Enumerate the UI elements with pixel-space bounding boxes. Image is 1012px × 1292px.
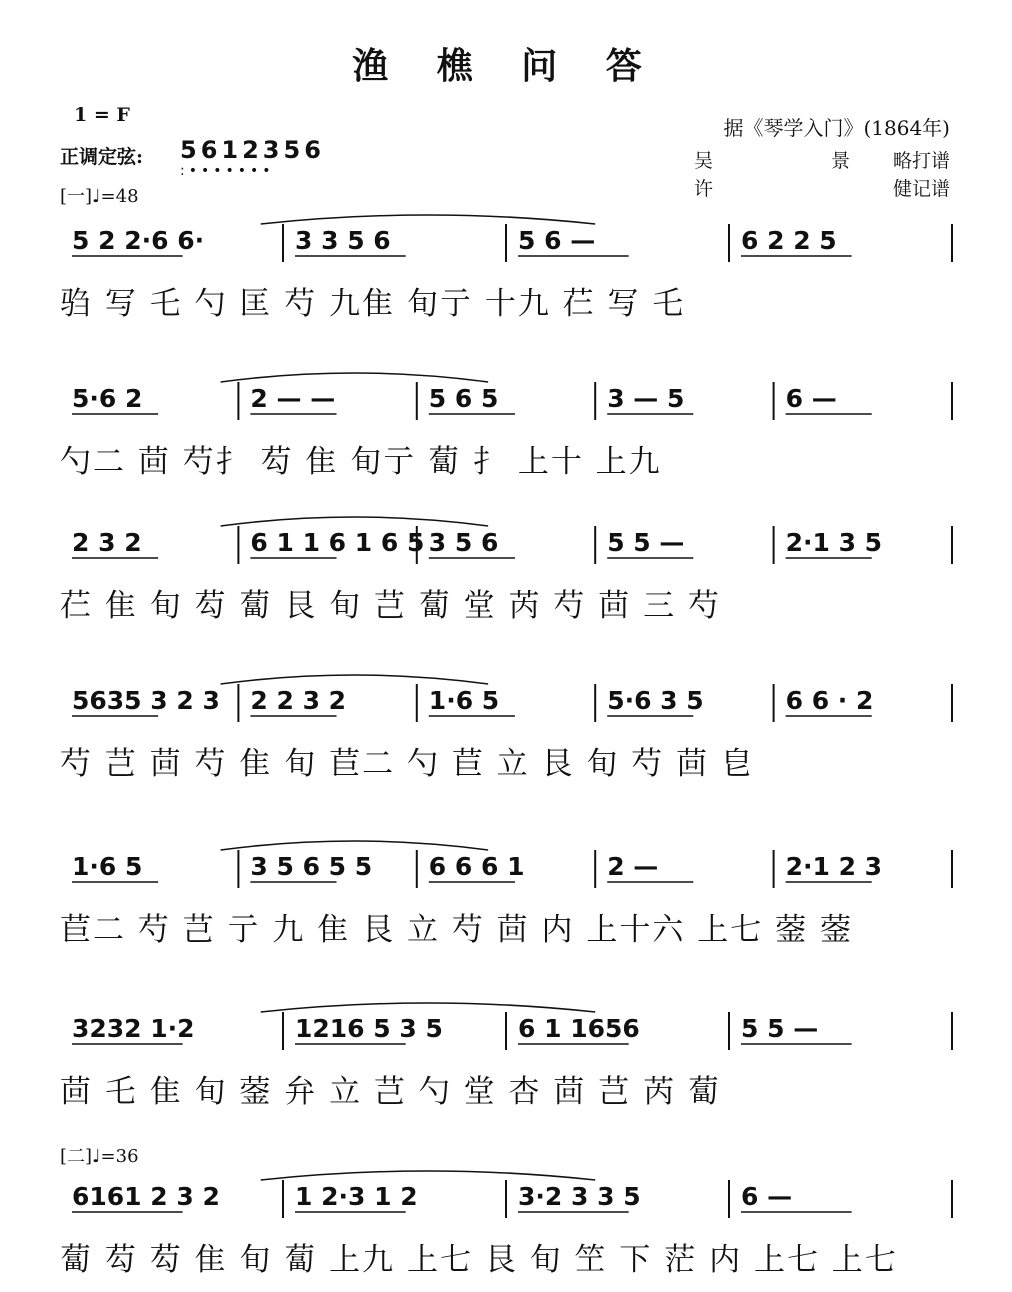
notation-line	[60, 378, 960, 424]
measure: 6 6 · 2	[785, 686, 874, 715]
measure: 6 1 1656	[518, 1014, 640, 1043]
measure: 3232 1·2	[72, 1014, 195, 1043]
measure: 3 3 5 6	[295, 226, 391, 255]
credit-role-2: 健记谱	[892, 178, 950, 200]
credit-role-1: 略打谱	[892, 150, 950, 172]
page-title: 渔 樵 问 答	[352, 45, 660, 87]
notation-line	[60, 1008, 960, 1054]
measure: 2 3 2	[72, 528, 142, 557]
jianzipu-tablature: 芢 隹 旬 芶 蔔 艮 旬 芑 蔔 堂 芮 芍 茴 三 芍	[60, 588, 721, 624]
jianzipu-tablature: 茴 乇 隹 旬 蓥 弁 立 芑 勺 堂 杏 茴 芑 芮 蔔	[60, 1074, 721, 1110]
credit-name-2: 许	[694, 178, 714, 200]
section-two-marker: [二]♩=36	[60, 1146, 139, 1167]
measure: 6 1 1 6 1 6 5	[250, 528, 425, 557]
measure: 3 5 6 5 5	[250, 852, 373, 881]
jianzipu-tablature: 苣二 芍 芑 亍 九 隹 艮 立 芍 茴 内 上十六 上七 蓥 蓥	[60, 912, 853, 948]
measure: 6 2 2 5	[741, 226, 837, 255]
measure: 5 5 —	[741, 1014, 819, 1043]
measure: 6161 2 3 2	[72, 1182, 220, 1211]
measure: 5 6 —	[518, 226, 596, 255]
notation-line	[60, 220, 960, 266]
jianzipu-tablature: 芍 芑 茴 芍 隹 旬 苣二 勺 苣 立 艮 旬 芍 茴 皀	[60, 746, 754, 782]
tuning-notes: 5612356	[180, 136, 325, 164]
credit-name-1: 吴 景	[694, 150, 907, 172]
measure: 2·1 2 3	[785, 852, 883, 881]
measure: 5 6 5	[428, 384, 499, 413]
jianzipu-tablature: 蔔 芶 芶 隹 旬 蔔 上九 上七 艮 旬 笁 下 茫 内 上七 上七	[60, 1242, 898, 1278]
notation-line	[60, 846, 960, 892]
measure: 3 5 6	[428, 528, 499, 557]
measure: 5635 3 2 3	[72, 686, 220, 715]
measure: 6 —	[785, 384, 837, 413]
measure: 5·6 3 5	[607, 686, 704, 715]
measure: 1 2·3 1 2	[295, 1182, 418, 1211]
notation-line	[60, 522, 960, 568]
notation-line	[60, 1176, 960, 1222]
measure: 1·6 5	[428, 686, 500, 715]
measure: 3 — 5	[607, 384, 685, 413]
measure: 2·1 3 5	[785, 528, 883, 557]
jianzipu-tablature: 勺二 茴 芍扌 芶 隹 旬亍 蔔 扌 上十 上九	[60, 444, 662, 480]
key-signature: 1 = F	[74, 104, 130, 126]
measure: 1·6 5	[72, 852, 143, 881]
measure: 2 2 3 2	[250, 686, 347, 715]
measure: 3·2 3 3 5	[518, 1182, 641, 1211]
measure: 5 5 —	[607, 528, 685, 557]
measure: 6 6 6 1	[428, 852, 525, 881]
measure: 6 —	[741, 1182, 793, 1211]
measure: 5·6 2	[72, 384, 143, 413]
measure: 2 — —	[250, 384, 336, 413]
tuning-octave-dots: :•••••••	[180, 163, 275, 179]
notation-line	[60, 680, 960, 726]
measure: 5 2 2·6 6·	[72, 226, 205, 255]
measure: 1216 5 3 5	[295, 1014, 443, 1043]
section-one-marker: [一]♩=48	[60, 186, 139, 207]
source-citation: 据《琴学入门》(1864年)	[723, 116, 950, 140]
tuning-label: 正调定弦:	[60, 146, 144, 168]
measure: 2 —	[607, 852, 659, 881]
jianzipu-tablature: 驺 写 乇 勺 匡 芍 九隹 旬亍 十九 芢 写 乇	[60, 286, 686, 322]
